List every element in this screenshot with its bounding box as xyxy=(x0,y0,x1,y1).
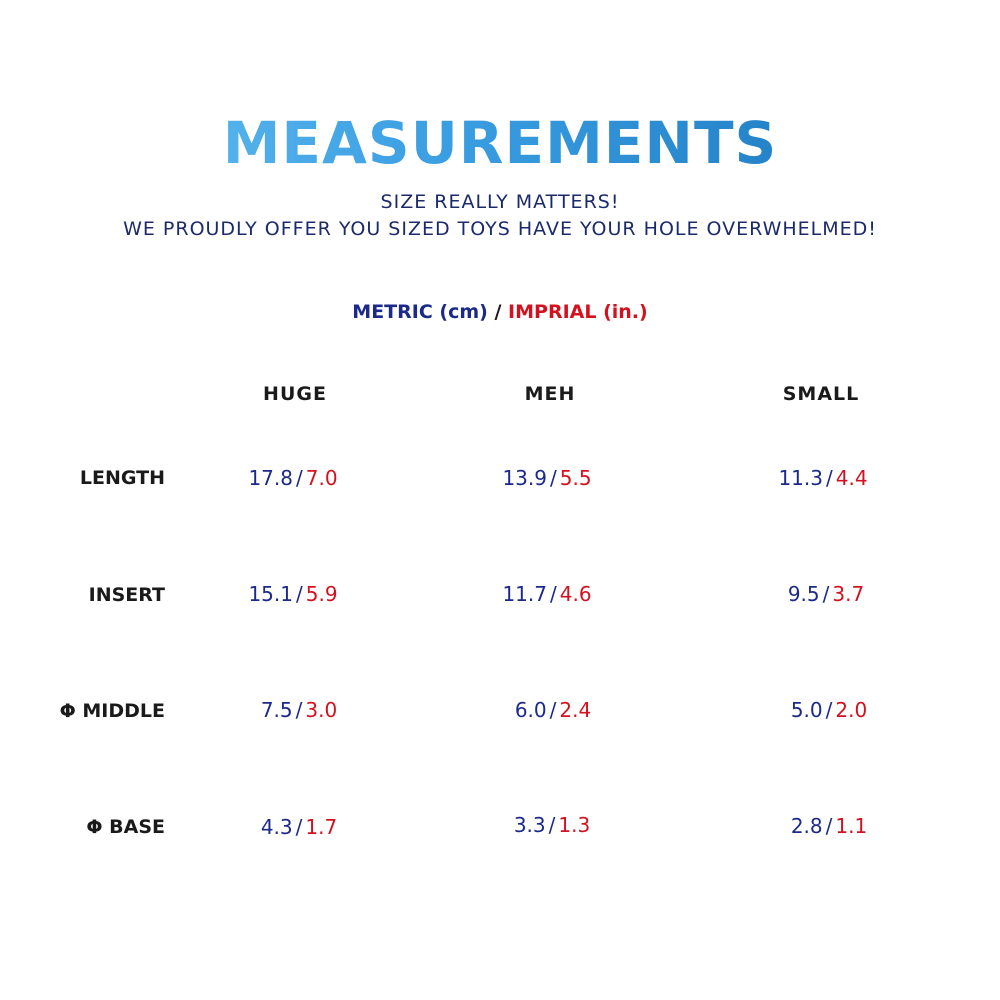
value-cell xyxy=(759,814,899,838)
metric-unit-label: METRIC (cm) xyxy=(352,301,488,323)
value-cell xyxy=(753,466,893,490)
metric-value: 6.0 xyxy=(514,698,547,722)
row-label-length: LENGTH xyxy=(79,467,165,489)
imperial-value: 2.4 xyxy=(559,698,592,722)
imperial-value: 5.5 xyxy=(559,466,592,490)
metric-value: 13.9 xyxy=(502,466,547,490)
imperial-value: 2.0 xyxy=(835,698,868,722)
imperial-unit-label: IMPRIAL (in.) xyxy=(508,301,648,323)
value-separator: / xyxy=(548,813,556,837)
subtitle-line-1: SIZE REALLY MATTERS! xyxy=(380,191,620,213)
column-header-meh: MEH xyxy=(524,383,576,405)
metric-value: 5.0 xyxy=(790,698,823,722)
value-separator: / xyxy=(549,466,557,490)
value-separator: / xyxy=(825,466,833,490)
imperial-value: 1.7 xyxy=(305,815,338,839)
metric-value: 17.8 xyxy=(248,466,293,490)
value-cell xyxy=(223,466,363,490)
metric-value: 3.3 xyxy=(513,813,546,837)
value-separator: / xyxy=(825,814,833,838)
metric-value: 4.3 xyxy=(260,815,293,839)
value-separator: / xyxy=(549,698,557,722)
imperial-value: 1.3 xyxy=(558,813,591,837)
value-cell xyxy=(759,698,899,722)
metric-value: 2.8 xyxy=(790,814,823,838)
units-separator: / xyxy=(494,301,502,323)
value-cell xyxy=(477,466,617,490)
value-separator: / xyxy=(295,582,303,606)
value-cell xyxy=(483,698,623,722)
subtitle-line-2: WE PROUDLY OFFER YOU SIZED TOYS HAVE YOUR HOLE OVERWHELMED! xyxy=(123,218,877,240)
value-cell xyxy=(223,582,363,606)
value-separator: / xyxy=(295,466,303,490)
imperial-value: 4.6 xyxy=(559,582,592,606)
imperial-value: 1.1 xyxy=(835,814,868,838)
page-title: MEASUREMENTS xyxy=(0,110,1000,176)
value-cell xyxy=(477,582,617,606)
row-label-middle-diameter: Φ MIDDLE xyxy=(59,700,165,722)
units-legend xyxy=(0,300,1000,324)
value-cell xyxy=(229,815,369,839)
imperial-value: 3.0 xyxy=(305,698,338,722)
row-label-insert: INSERT xyxy=(88,584,165,606)
value-separator: / xyxy=(822,582,830,606)
imperial-value: 5.9 xyxy=(305,582,338,606)
value-cell xyxy=(482,813,622,837)
value-separator: / xyxy=(549,582,557,606)
metric-value: 11.3 xyxy=(778,466,823,490)
column-header-huge: HUGE xyxy=(263,383,327,405)
imperial-value: 3.7 xyxy=(832,582,865,606)
value-separator: / xyxy=(295,698,303,722)
row-label-base-diameter: Φ BASE xyxy=(86,816,165,838)
value-cell xyxy=(229,698,369,722)
value-separator: / xyxy=(825,698,833,722)
imperial-value: 4.4 xyxy=(835,466,868,490)
column-header-small: SMALL xyxy=(782,383,860,405)
value-separator: / xyxy=(295,815,303,839)
metric-value: 7.5 xyxy=(260,698,293,722)
metric-value: 9.5 xyxy=(787,582,820,606)
value-cell xyxy=(756,582,896,606)
metric-value: 15.1 xyxy=(248,582,293,606)
imperial-value: 7.0 xyxy=(305,466,338,490)
metric-value: 11.7 xyxy=(502,582,547,606)
